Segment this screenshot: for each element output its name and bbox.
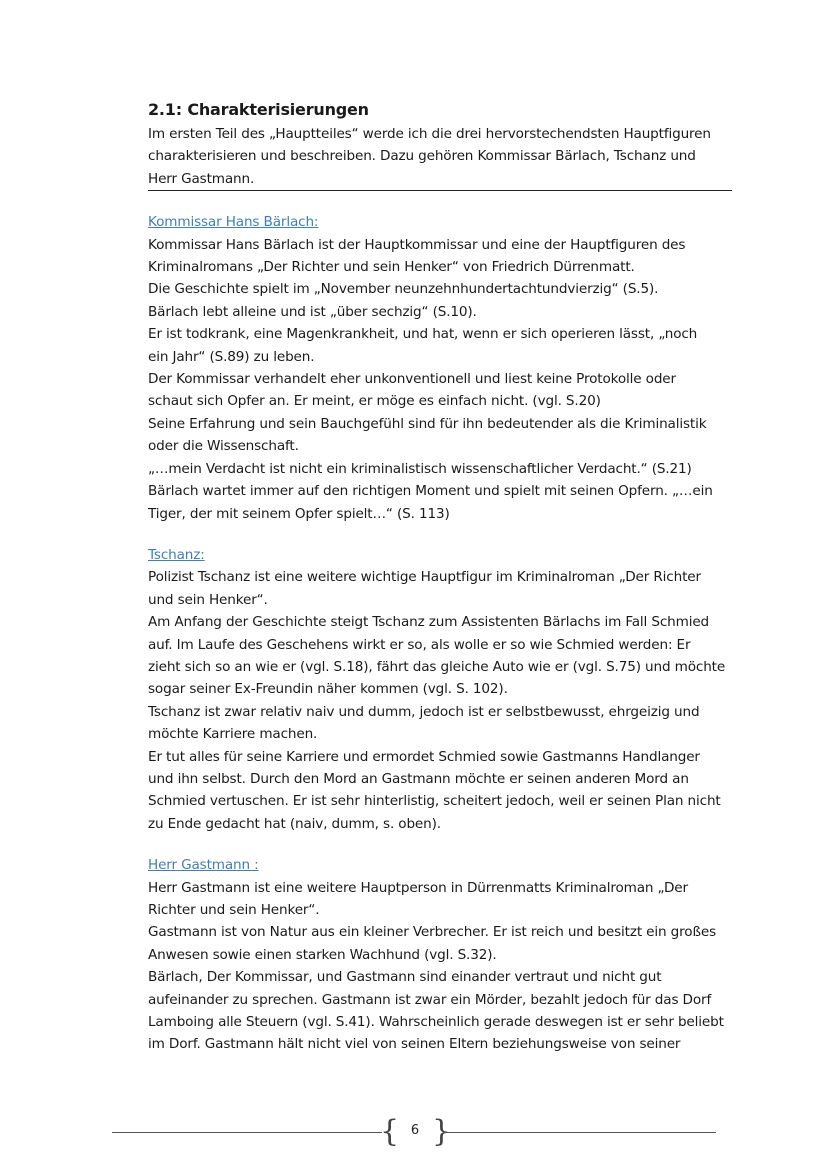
section-title-baerlach: Kommissar Hans Bärlach: (148, 214, 319, 231)
text-line: Kommissar Hans Bärlach ist der Hauptkommissar und eine der Hauptfiguren des (148, 236, 686, 253)
text-line: oder die Wissenschaft. (148, 438, 299, 455)
footer-rule-right (444, 1132, 716, 1133)
text-line: schaut sich Opfer an. Er meint, er möge es einfach nicht. (vgl. S.20) (148, 393, 601, 410)
text-line: auf. Im Laufe des Geschehens wirkt er so, als wolle er so wie Schmied werden: Er (148, 636, 691, 653)
brace-right-icon: } (432, 1114, 452, 1149)
text-line: Bärlach lebt alleine und ist „über sechzig“ (S.10). (148, 303, 477, 320)
text-line: Er ist todkrank, eine Magenkrankheit, und hat, wenn er sich operieren lässt, „noch (148, 326, 698, 343)
text-line: ein Jahr“ (S.89) zu leben. (148, 348, 315, 365)
heading-rule (148, 190, 732, 191)
text-line: Polizist Tschanz ist eine weitere wichtige Hauptfigur im Kriminalroman „Der Richter (148, 569, 701, 586)
text-line: „…mein Verdacht ist nicht ein kriminalistisch wissenschaftlicher Verdacht.“ (S.21) (148, 460, 692, 477)
text-line: Anwesen sowie einen starken Wachhund (vgl. S.32). (148, 946, 497, 963)
intro-line: charakterisieren und beschreiben. Dazu gehören Kommissar Bärlach, Tschanz und (148, 148, 696, 165)
text-line: Schmied vertuschen. Er ist sehr hinterlistig, scheitert jedoch, weil er seinen Plan nicht (148, 793, 721, 810)
footer-rule-left (112, 1132, 382, 1133)
text-line: Richter und sein Henker“. (148, 902, 320, 918)
text-line: Herr Gastmann ist eine weitere Hauptperson in Dürrenmatts Kriminalroman „Der (148, 879, 688, 896)
text-line: im Dorf. Gastmann hält nicht viel von seinen Eltern beziehungsweise von seiner (148, 1036, 681, 1053)
text-line: Der Kommissar verhandelt eher unkonventionell und liest keine Protokolle oder (148, 371, 676, 388)
text-line: und sein Henker“. (148, 591, 268, 608)
section-title-tschanz: Tschanz: (148, 546, 205, 563)
text-line: und ihn selbst. Durch den Mord an Gastmann möchte er seinen anderen Mord an (148, 770, 689, 787)
text-line: aufeinander zu sprechen. Gastmann ist zwar ein Mörder, bezahlt jedoch für das Dorf (148, 991, 712, 1008)
text-line: Tschanz ist zwar relativ naiv und dumm, jedoch ist er selbstbewusst, ehrgeizig und (148, 703, 700, 720)
text-line: Die Geschichte spielt im „November neunzehnhundertachtundvierzig“ (S.5). (148, 281, 659, 298)
text-line: Bärlach, Der Kommissar, und Gastmann sind einander vertraut und nicht gut (148, 969, 662, 986)
section-tschanz (148, 544, 748, 835)
text-line: zieht sich so an wie er (vgl. S.18), fährt das gleiche Auto wie er (vgl. S.75) und möchte (148, 658, 726, 675)
document-page (148, 98, 748, 1075)
brace-left-icon: { (380, 1114, 400, 1149)
section-heading: 2.1: Charakterisierungen (148, 100, 369, 119)
text-line: Seine Erfahrung und sein Bauchgefühl sind für ihn bedeutender als die Kriminalistik (148, 415, 707, 432)
section-baerlach (148, 211, 748, 525)
text-line: Tiger, der mit seinem Opfer spielt…“ (S. 113) (148, 505, 450, 522)
text-line: zu Ende gedacht hat (naiv, dumm, s. oben). (148, 815, 441, 832)
text-line: sogar seiner Ex-Freundin näher kommen (vgl. S. 102). (148, 681, 508, 698)
text-line: Bärlach wartet immer auf den richtigen Moment und spielt mit seinen Opfern. „…ein (148, 483, 713, 500)
text-line: Gastmann ist von Natur aus ein kleiner Verbrecher. Er ist reich und besitzt ein großes (148, 924, 716, 941)
text-line: möchte Karriere machen. (148, 726, 318, 743)
page-footer (112, 1114, 716, 1149)
section-gastmann (148, 854, 748, 1056)
intro-line: Herr Gastmann. (148, 170, 255, 187)
text-line: Er tut alles für seine Karriere und ermordet Schmied sowie Gastmanns Handlanger (148, 748, 700, 765)
text-line: Lamboing alle Steuern (vgl. S.41). Wahrscheinlich gerade deswegen ist er sehr beliebt (148, 1014, 724, 1031)
text-line: Kriminalromans „Der Richter und sein Henker“ von Friedrich Dürrenmatt. (148, 259, 635, 276)
intro-line: Im ersten Teil des „Hauptteiles“ werde ich die drei hervorstechendsten Hauptfiguren (148, 126, 711, 142)
intro-paragraph (148, 123, 748, 190)
text-line: Am Anfang der Geschichte steigt Tschanz zum Assistenten Bärlachs im Fall Schmied (148, 614, 710, 631)
page-number: 6 (410, 1123, 420, 1138)
section-title-gastmann: Herr Gastmann : (148, 857, 259, 874)
